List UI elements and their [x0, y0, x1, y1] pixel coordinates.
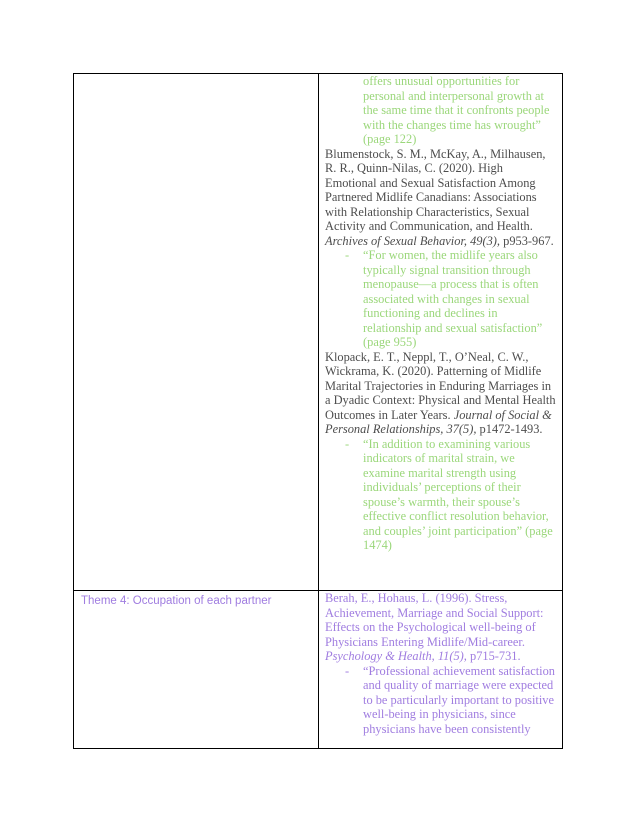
- reference-authors: Klopack, E. T., Neppl, T., O’Neal, C. W., Wickrama, K. (2020). Patterning of Midlife Marital Trajectories in Enduring Marriages in a Dyadic Context: Physical and Mental Health Outcomes in Later Years.: [325, 349, 556, 422]
- dash-bullet: -: [345, 663, 350, 678]
- evidence-cell: [319, 74, 562, 590]
- quote-text: “For women, the midlife years also typically signal transition through menopause—a process that is often associated with changes in sexual functioning and declines in relationship and sexual satisfaction” (page 955): [363, 248, 543, 349]
- theme-label: Theme 4: Occupation of each partner: [81, 595, 272, 607]
- quote-item: [325, 437, 556, 553]
- table-row: [74, 74, 562, 591]
- references-table: [73, 73, 563, 749]
- reference-authors: Blumenstock, S. M., McKay, A., Milhausen, R. R., Quinn-Nilas, C. (2020). High Emotional and Sexual Satisfaction Among Partnered Midlife Canadians: Associations with Relationship Characteristics, Sexual Activity and Communication, and Health.: [325, 146, 546, 233]
- reference-entry: [325, 591, 556, 664]
- quote-item: [325, 248, 556, 350]
- reference-entry: [325, 350, 556, 437]
- dash-bullet: -: [345, 436, 350, 451]
- reference-journal: Archives of Sexual Behavior, 49(3),: [325, 233, 501, 248]
- theme-cell: [74, 74, 318, 590]
- reference-journal: Journal of Social & Personal Relationships, 37(5),: [325, 407, 552, 436]
- reference-journal: Psychology & Health, 11(5),: [325, 649, 467, 663]
- dash-bullet: -: [345, 248, 350, 262]
- reference-pages: p953-967.: [503, 233, 554, 248]
- quote-text: “In addition to examining various indicators of marital strain, we examine marital strength using individuals’ perceptions of their spouse’s warmth, their spouse’s effective conflict resolution behavior, and couples’ joint participation” (page 1474): [363, 436, 553, 552]
- quote-item: [325, 664, 556, 737]
- quote-text: “Professional achievement satisfaction and quality of marriage were expected to be particularly important to positive well-being in physicians, since physicians have been consistently: [363, 663, 555, 736]
- reference-authors: Berah, E., Hohaus, L. (1996). Stress, Achievement, Marriage and Social Support: Effects on the Psychological well-being of Physicians Entering Midlife/Mid-career.: [325, 591, 544, 649]
- reference-pages: p715-731.: [470, 649, 521, 663]
- reference-pages: p1472-1493.: [479, 422, 543, 436]
- reference-entry: [325, 147, 556, 249]
- quote-continuation: offers unusual opportunities for personal and interpersonal growth at the same time that it confronts people with the changes time has wrought” (page 122): [363, 74, 550, 146]
- theme-cell: [74, 591, 318, 748]
- table-row: [74, 591, 562, 748]
- evidence-cell: [319, 591, 562, 748]
